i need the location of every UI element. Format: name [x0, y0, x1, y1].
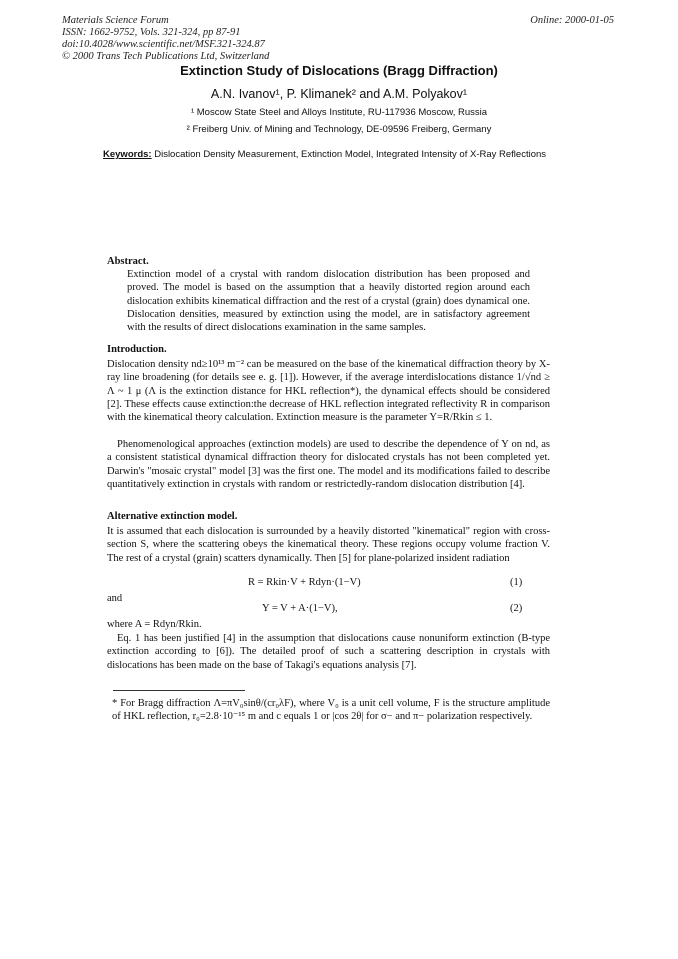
abstract-text: Extinction model of a crystal with random dislocation distribution has been proposed and proved. The model is based on the assumption that a heavily distorted region around each dislocation exhibits kinematical diffraction and the rest of a crystal (grain) does dynamical one. Dislocation densities, measured by extinction using the model, are in satisfactory agreement with the results of direct dislocations examination in the same samples.	[127, 269, 530, 334]
introduction-paragraph-2: Phenomenological approaches (extinction models) are used to describe the dependence of Y on nd, as a consistent statistical dynamical diffraction theory for dislocated crystals has not been completed yet. Darwin's "mosaic crystal" model [3] was the first one. The model and its modifications failed to describe quantitatively extinction in crystals with random or restrictedly-random dislocation distribution [4].	[107, 439, 550, 490]
equation-1: R = Rkin·V + Rdyn·(1−V)	[248, 577, 361, 588]
affiliation-1: ¹ Moscow State Steel and Alloys Institute, RU-117936 Moscow, Russia	[190, 107, 488, 118]
copyright-line: © 2000 Trans Tech Publications Ltd, Switzerland	[62, 51, 270, 62]
footnote: * For Bragg diffraction Λ=πV₀sinθ/(cr₀λF), where V₀ is a unit cell volume, F is the structure amplitude of HKL reflection, r₀=2.8·10⁻¹⁵ m and c equals 1 or |cos 2θ| for σ− and π− polarization respectively.	[112, 698, 550, 723]
introduction-heading: Introduction.	[107, 344, 167, 355]
equation-2: Y = V + A·(1−V),	[262, 603, 338, 614]
author-list: A.N. Ivanov¹, P. Klimanek² and A.M. Polyakov¹	[210, 87, 468, 101]
affiliation-2: ² Freiberg Univ. of Mining and Technology, DE-09596 Freiberg, Germany	[186, 124, 492, 135]
keywords-text: Dislocation Density Measurement, Extinction Model, Integrated Intensity of X-Ray Reflections	[154, 149, 547, 160]
journal-name: Materials Science Forum	[62, 15, 169, 26]
alternative-paragraph-1: It is assumed that each dislocation is surrounded by a heavily distorted "kinematical" region with cross-section S, where the scattering obeys the kinematical theory. These regions occupy volume fraction V. The rest of a crystal (grain) scatters dynamically. Then [5] for plane-polarized insident radiation	[107, 526, 550, 564]
alternative-paragraph-2: Eq. 1 has been justified [4] in the assumption that dislocations cause nonuniform extinction (B-type extinction according to [6]). The detailed proof of such a scattering description in crystals with dislocations has been made on the base of Takagi's equations analysis [7].	[107, 633, 550, 671]
footnote-separator	[113, 690, 245, 691]
doi-link[interactable]: doi:10.4028/www.scientific.net/MSF.321-324.87	[62, 39, 265, 50]
keywords-label: Keywords:	[103, 149, 152, 160]
alternative-model-heading: Alternative extinction model.	[107, 511, 238, 522]
where-definition: where A = Rdyn/Rkin.	[107, 619, 202, 630]
and-connector: and	[107, 593, 123, 604]
issn-line: ISSN: 1662-9752, Vols. 321-324, pp 87-91	[62, 27, 241, 38]
paper-title: Extinction Study of Dislocations (Bragg Diffraction)	[180, 63, 498, 78]
abstract-heading: Abstract.	[107, 256, 149, 267]
online-date: Online: 2000-01-05	[530, 15, 614, 26]
introduction-paragraph-1: Dislocation density nd≥10¹³ m⁻² can be measured on the base of the kinematical diffraction theory by X-ray line broadening (for details see e. g. [1]). However, if the average interdislocations distance 1/√nd ≥ Λ ~ 1 μ (Λ is the extinction distance for HKL reflection*), the dynamical effects should be considered [2]. These effects cause extinction:the decrease of HKL reflection integrated reflectivity R in comparison with the kinematical theory calculation. Extinction measure is the parameter Y=R/Rkin ≤ 1.	[107, 359, 550, 424]
equation-2-number: (2)	[510, 603, 523, 614]
equation-1-number: (1)	[510, 577, 523, 588]
keywords	[103, 149, 550, 161]
